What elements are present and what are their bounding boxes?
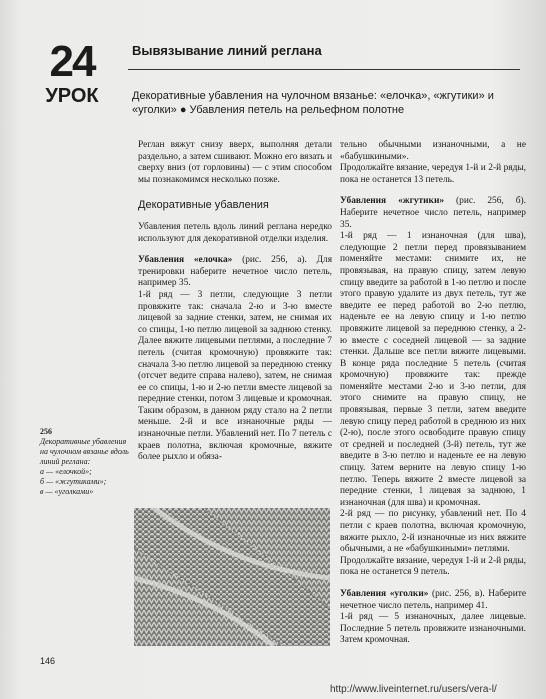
lesson-number: 24 (49, 37, 95, 86)
knitting-photo (134, 508, 330, 646)
run-in-heading: Убавления «жгутики» (340, 196, 445, 207)
figure-caption (40, 427, 130, 497)
paragraph: Убавления петель вдоль линий реглана нередко используют для декоративной отделки изделия. (138, 221, 332, 244)
right-column (340, 140, 526, 647)
lesson-label: УРОК (45, 85, 99, 107)
paragraph: 1-й ряд — 1 изнаночная (для шва), следующие 2 петли перед провязыванием поменяйте местами: снимите их, не провязывая, на правую спицу, затем левую спицу введите за работой в 1-ю петлю и после этого правую удалите из двух петель, тут же введите ее перед работой во 2-ю петлю, наденьте ее на левую спицу и 1-ю петлю провяжите лицевой за переднюю стенку, а 2-ю вместе с соседней лицевой — за задние стенки. Дальше все петли вяжите лицевыми. В конце ряда последние 5 петель (считая кромочную) провяжите так: прежде поменяйте местами 2-ю и 3-ю петли, для этого снимите на правую спицу, не провязывая, первые 3 петли, затем введите левую спицу перед работой в среднюю из них (2-ю), после этого освободите правую спицу от средней и последней (3-й) петель, тут же введите в 3-ю петлю и наденьте ее на левую спицу. Затем верните на левую спицу 1-ю петлю. Теперь вяжите 2 вместе лицевой за передние стенки, 1 лицевая за заднюю, 1 изнаночная (для шва) и кромочная. (340, 231, 526, 508)
paragraph (138, 255, 332, 290)
paragraph: тельно обычными изнаночными, а не «бабушкиными». (340, 140, 526, 162)
paragraph-text: (рис. 256, б). Наберите нечетное число петель, например 35. (340, 196, 527, 230)
paragraph (340, 196, 526, 231)
paragraph: Продолжайте вязание, чередуя 1-й и 2-й ряды, пока не останется 9 петель. (340, 555, 526, 578)
paragraph: Продолжайте вязание, чередуя 1-й и 2-й ряды, пока не останется 13 петель. (340, 163, 526, 185)
footer-url: http://www.liveinternet.ru/users/vera-l/ (330, 684, 497, 695)
section-heading: Декоративные убавления (138, 199, 269, 212)
caption-item-b: б — «жгутиками»; (40, 477, 107, 486)
page-number: 146 (40, 656, 56, 666)
caption-item-c: в — «уголками» (40, 487, 94, 496)
paragraph (340, 589, 526, 612)
lesson-subtitle: Декоративные убавления на чулочном вязанье: «елочка», «жгутики» и «уголки» ● Убавления петель на рельефном полотне (132, 90, 494, 116)
paragraph: 1-й ряд — 5 изнаночных, далее лицевые. Последние 5 петель провяжите изнаночными. Затем кромочная. (340, 612, 526, 646)
page-title: Вывязывание линий реглана (132, 43, 322, 58)
paragraph: 2-й ряд — по рисунку, убавлений нет. По 4 петли с краев полотна, включая кромочную, вяжите рыхло, 2-й изнаночные из них вяжите обычными, а не «бабушкиными» петлями. (340, 509, 526, 555)
run-in-heading: Убавления «елочка» (138, 255, 233, 266)
paragraph: 1-й ряд — 3 петли, следующие 3 петли провяжите так: сначала 2-ю и 3-ю вместе лицевой за задние стенки, затем, не снимая их со спицы, 1-ю петлю лицевой за заднюю стенку. Далее вяжите лицевыми петлями, а последние 7 петель (считая кромочную) провяжите так: сначала 3-ю петлю лицевой за переднюю стенку (отсчет ведите справа налево), затем, не снимая ее со спицы, 1-ю и 2-ю петли вместе лицевой за передние стенки, потом 3 лицевые и кромочная. Таким образом, в данном ряду стало на 2 петли меньше. 2-й и все изнаночные ряды — изнаночные петли. Убавлений нет. По 7 петель с краев полотна, включая кромочные, вяжите более рыхло и обяза- (138, 289, 332, 463)
figure-number: 256 (40, 427, 52, 436)
paragraph-text: (рис. 256, в). Наберите нечетное число петель, например 41. (340, 588, 526, 611)
left-column (138, 140, 332, 464)
intro-paragraph: Реглан вяжут снизу вверх, выполняя детали раздельно, а затем сшивают. Можно его вязать и сверху вниз (от горловины) — с этим способом мы познакомимся несколько позже. (138, 140, 332, 185)
caption-text: Декоративные убавления на чулочном вязанье вдоль линий реглана: (40, 437, 129, 466)
title-divider (128, 69, 520, 70)
caption-item-a: а — «елочкой»; (40, 467, 92, 476)
run-in-heading: Убавления «уголки» (340, 588, 429, 599)
paragraph-text: (рис. 256, а). Для тренировки наберите нечетное число петель, например 35. (138, 255, 333, 289)
